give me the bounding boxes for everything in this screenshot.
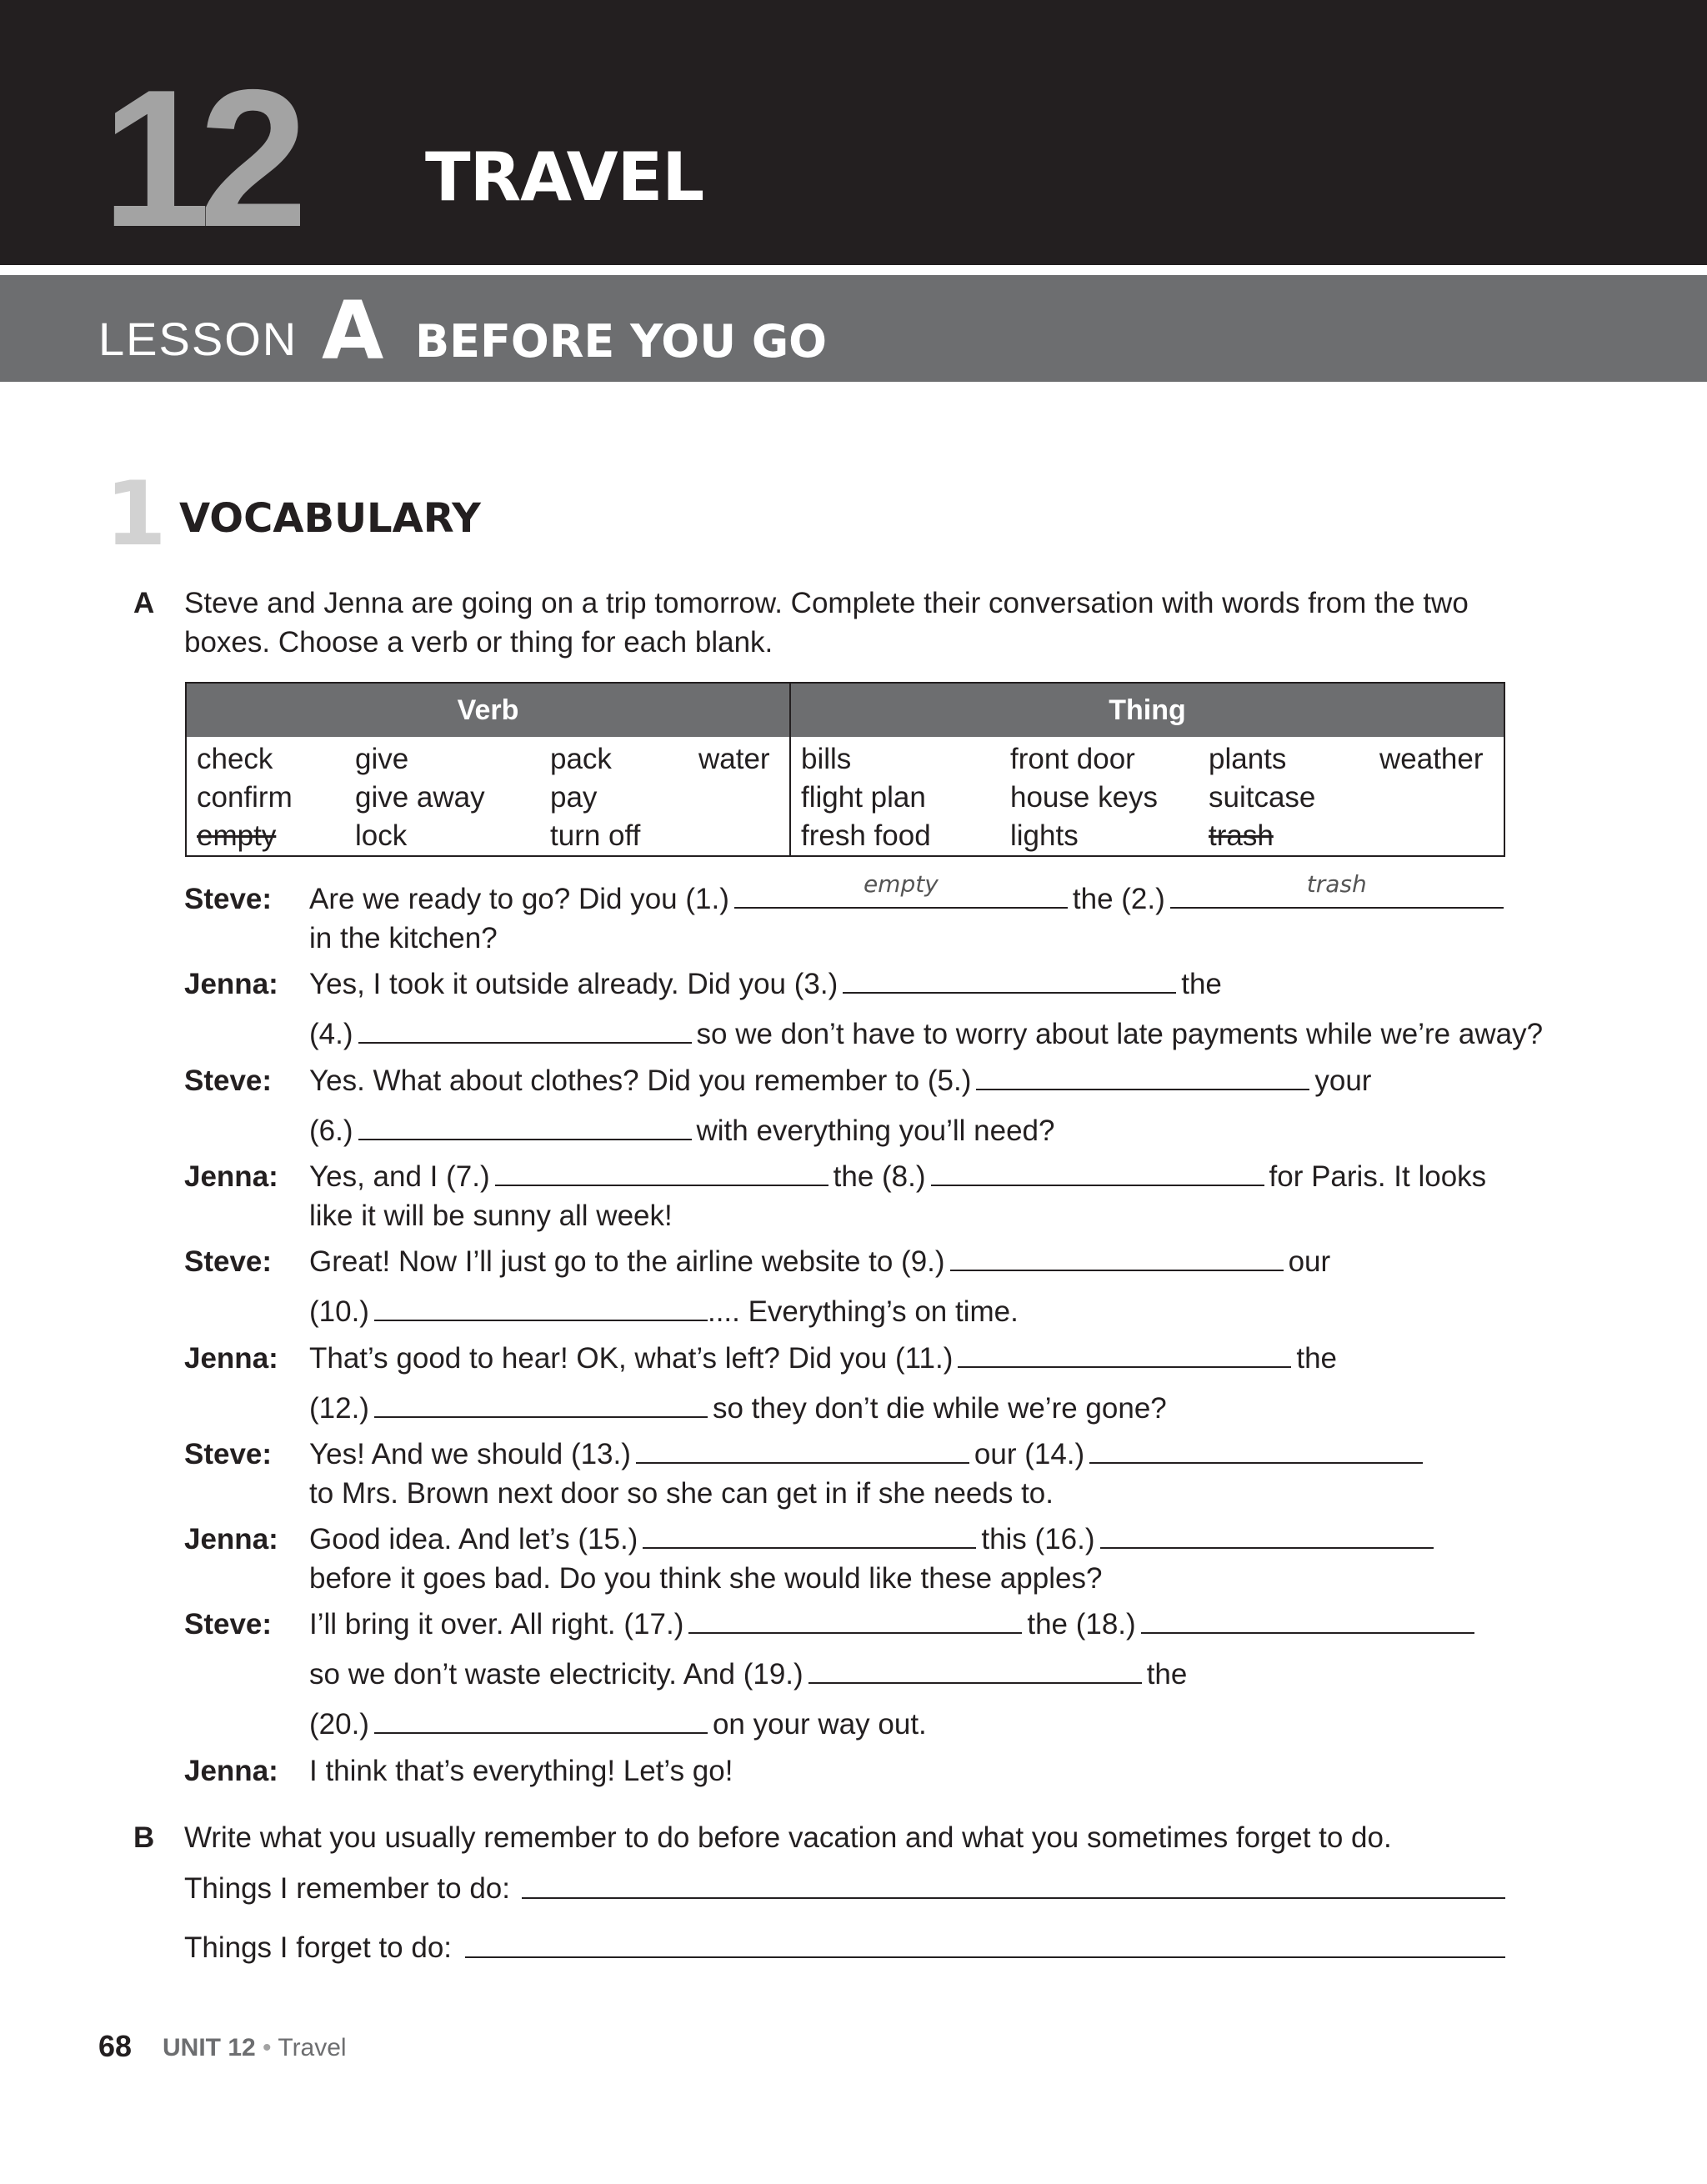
verb-word: lock [355,819,408,852]
answer-blank-8[interactable] [931,1184,1264,1186]
answer-blank-10[interactable] [374,1319,708,1321]
speaker-label: Steve: [184,883,273,915]
dialogue-line: Good idea. And let’s (15.) this (16.) [309,1520,1439,1559]
thing-word: bills [801,743,852,775]
answer-blank-9[interactable] [950,1269,1284,1271]
answer-blank-12[interactable] [374,1415,708,1418]
thing-word: plants [1209,743,1287,775]
section-number: 1 [105,463,167,565]
lesson-title: BEFORE YOU GO [415,315,828,368]
dialogue-line: That’s good to hear! OK, what’s left? Did you (11.) the [309,1342,1338,1375]
answer-blank-15[interactable] [643,1546,976,1549]
speaker-label: Steve: [184,1438,273,1470]
verb-word-crossed: empty [197,819,277,852]
verb-word: give [355,743,409,775]
remember-label: Things I remember to do: [184,1872,510,1905]
forget-label: Things I forget to do: [184,1931,453,1964]
dialogue-line: before it goes bad. Do you think she would like these apples? [309,1562,1103,1595]
exercise-a-instruction-line2: boxes. Choose a verb or thing for each blank. [184,626,773,659]
answer-blank-14[interactable] [1089,1461,1423,1464]
answer-blank-13[interactable] [636,1461,969,1464]
dialogue-line: (12.) so they don’t die while we’re gone? [309,1392,1167,1425]
dialogue-line: Yes! And we should (13.) our (14.) [309,1435,1428,1474]
answer-blank-4[interactable] [358,1041,692,1044]
answer-blank-5[interactable] [976,1088,1309,1090]
thing-column-header: Thing [791,684,1504,737]
page-number: 68 [98,2029,133,2063]
speaker-label: Steve: [184,1064,273,1097]
answer-blank-19[interactable] [808,1681,1142,1684]
exercise-b-instruction: Write what you usually remember to do before vacation and what you sometimes forget to do. [184,1821,1392,1854]
dialogue-line: (6.) with everything you’ll need? [309,1115,1055,1147]
footer-unit [163,2031,347,2066]
answer-blank-11[interactable] [958,1365,1291,1368]
lesson-letter: A [322,284,384,378]
dialogue-line: Great! Now I’ll just go to the airline website to (9.) our [309,1245,1331,1278]
forget-answer-line[interactable] [465,1956,1505,1958]
speaker-label: Jenna: [184,1160,278,1193]
handwritten-answer-2: trash [1306,870,1367,898]
thing-word: lights [1010,819,1079,852]
answer-blank-16[interactable] [1100,1546,1434,1549]
section-title: VOCABULARY [179,495,481,542]
thing-word: fresh food [801,819,931,852]
answer-blank-18[interactable] [1141,1631,1474,1634]
speaker-label: Jenna: [184,968,278,1000]
speaker-label: Jenna: [184,1342,278,1375]
verb-word: check [197,743,273,775]
speaker-label: Steve: [184,1245,273,1278]
dialogue-line: Yes, and I (7.) the (8.) for Paris. It looks [309,1160,1487,1193]
dialogue-line: (4.) so we don’t have to worry about late payments while we’re away? [309,1018,1544,1050]
dialogue-line: Yes, I took it outside already. Did you (3.) the [309,968,1222,1000]
verb-word: water [698,743,770,775]
thing-word-crossed: trash [1209,819,1274,852]
answer-blank-17[interactable] [688,1631,1022,1634]
exercise-a-instruction-line1: Steve and Jenna are going on a trip tomorrow. Complete their conversation with words from the two [184,587,1469,619]
thing-word: front door [1010,743,1135,775]
footer-unit-label: UNIT 12 [163,2034,256,2061]
dialogue-line: (20.) on your way out. [309,1708,927,1741]
answer-blank-6[interactable] [358,1138,692,1140]
dialogue-line: (10.) .... Everything’s on time. [309,1295,1019,1328]
footer-unit-name: Travel [278,2034,347,2061]
dialogue-line: to Mrs. Brown next door so she can get in if she needs to. [309,1477,1054,1510]
verb-word: pay [550,781,598,814]
exercise-a-letter: A [133,587,155,619]
speaker-label: Jenna: [184,1755,278,1787]
unit-title: TRAVEL [425,138,704,216]
unit-number: 12 [102,48,297,268]
speaker-label: Jenna: [184,1523,278,1555]
column-divider [789,684,791,855]
word-box-table [185,682,1505,857]
answer-blank-2[interactable] [1170,870,1504,909]
lesson-label: LESSON [98,313,298,365]
dialogue-line: so we don’t waste electricity. And (19.) the [309,1658,1188,1691]
footer-separator: • [263,2034,272,2061]
exercise-b-letter: B [133,1821,155,1854]
dialogue-line: I think that’s everything! Let’s go! [309,1755,733,1787]
remember-answer-line[interactable] [522,1897,1505,1899]
answer-blank-20[interactable] [374,1731,708,1734]
verb-word: pack [550,743,612,775]
answer-blank-7[interactable] [495,1184,828,1186]
thing-word: suitcase [1209,781,1316,814]
dialogue-line: in the kitchen? [309,922,498,954]
verb-word: confirm [197,781,293,814]
dialogue-line: Yes. What about clothes? Did you remember to (5.) your [309,1064,1372,1097]
thing-word: flight plan [801,781,926,814]
verb-word: turn off [550,819,641,852]
dialogue-line: I’ll bring it over. All right. (17.) the (18.) [309,1605,1479,1644]
speaker-label: Steve: [184,1608,273,1641]
thing-word: house keys [1010,781,1159,814]
answer-blank-1[interactable] [734,870,1068,909]
handwritten-answer-1: empty [863,870,939,898]
verb-column-header: Verb [187,684,789,737]
thing-word: weather [1379,743,1484,775]
answer-blank-3[interactable] [843,991,1176,994]
dialogue-line: Are we ready to go? Did you (1.) empty the (2.) trash [309,880,1509,919]
dialogue-line: like it will be sunny all week! [309,1200,673,1232]
verb-word: give away [355,781,485,814]
